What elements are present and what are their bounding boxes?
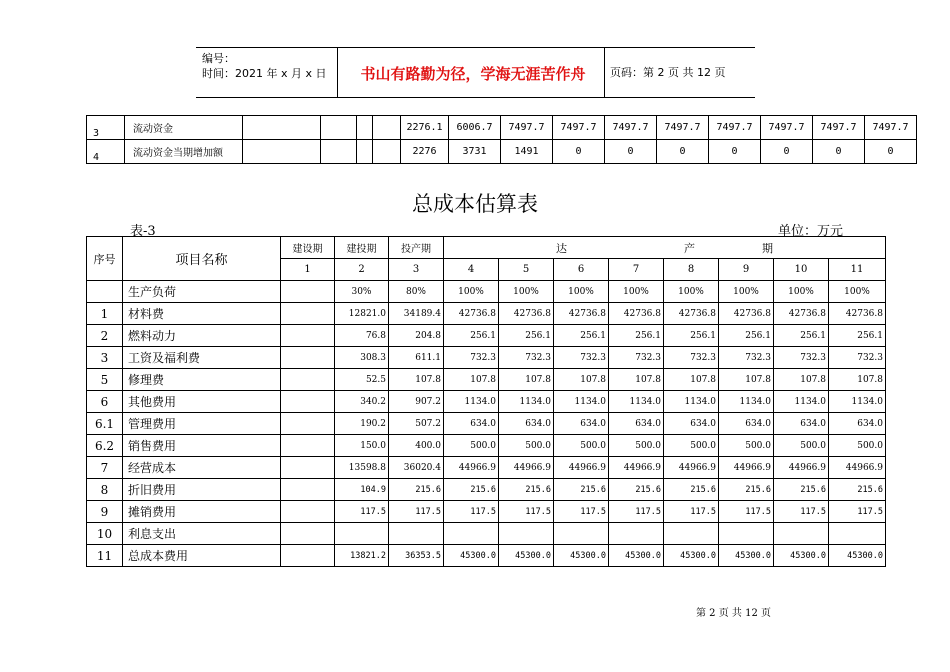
value-cell: 732.3 xyxy=(444,347,499,369)
value-cell: 44966.9 xyxy=(774,457,829,479)
table-row xyxy=(87,413,886,435)
value-cell: 107.8 xyxy=(664,369,719,391)
value-cell: 215.6 xyxy=(444,479,499,501)
table-row xyxy=(87,523,886,545)
value-cell xyxy=(281,347,335,369)
value-cell xyxy=(719,523,774,545)
value-cell: 45300.0 xyxy=(664,545,719,567)
value-cell: 7497.7 xyxy=(501,116,553,140)
value-cell: 0 xyxy=(813,140,865,164)
value-cell: 44966.9 xyxy=(829,457,886,479)
page-footer: 第 2 页 共 12 页 xyxy=(696,608,771,619)
value-cell: 215.6 xyxy=(774,479,829,501)
value-cell: 732.3 xyxy=(554,347,609,369)
value-cell: 634.0 xyxy=(829,413,886,435)
value-cell: 215.6 xyxy=(664,479,719,501)
value-cell: 42736.8 xyxy=(609,303,664,325)
value-cell: 45300.0 xyxy=(444,545,499,567)
value-cell xyxy=(281,303,335,325)
row-name: 流动资金 xyxy=(125,116,243,140)
value-cell: 42736.8 xyxy=(554,303,609,325)
value-cell: 256.1 xyxy=(499,325,554,347)
row-seq: 1 xyxy=(87,303,123,325)
value-cell: 117.5 xyxy=(829,501,886,523)
value-cell: 34189.4 xyxy=(389,303,444,325)
row-name: 工资及福利费 xyxy=(123,347,281,369)
value-cell: 52.5 xyxy=(335,369,389,391)
year-header: 4 xyxy=(444,259,499,281)
value-cell xyxy=(335,523,389,545)
value-cell: 42736.8 xyxy=(444,303,499,325)
table-row xyxy=(87,369,886,391)
table-row xyxy=(87,325,886,347)
value-cell: 7497.7 xyxy=(813,116,865,140)
table-row xyxy=(87,116,917,140)
header-page-label: 页码：第 2 页 共 12 页 xyxy=(610,66,726,79)
value-cell: 100% xyxy=(664,281,719,303)
value-cell: 500.0 xyxy=(829,435,886,457)
value-cell: 107.8 xyxy=(554,369,609,391)
value-cell: 500.0 xyxy=(444,435,499,457)
empty-cell xyxy=(243,140,321,164)
value-cell: 107.8 xyxy=(774,369,829,391)
value-cell: 7497.7 xyxy=(553,116,605,140)
value-cell: 42736.8 xyxy=(829,303,886,325)
value-cell: 507.2 xyxy=(389,413,444,435)
value-cell xyxy=(281,523,335,545)
year-header: 2 xyxy=(335,259,389,281)
value-cell: 7497.7 xyxy=(709,116,761,140)
unit-label: 单位：万元 xyxy=(778,224,844,239)
value-cell: 117.5 xyxy=(664,501,719,523)
empty-cell xyxy=(373,116,401,140)
value-cell: 6006.7 xyxy=(449,116,501,140)
value-cell: 1134.0 xyxy=(499,391,554,413)
value-cell: 36353.5 xyxy=(389,545,444,567)
value-cell: 340.2 xyxy=(335,391,389,413)
value-cell: 30% xyxy=(335,281,389,303)
empty-cell xyxy=(321,140,357,164)
value-cell: 634.0 xyxy=(499,413,554,435)
value-cell: 100% xyxy=(719,281,774,303)
header-divider xyxy=(604,48,605,97)
value-cell: 107.8 xyxy=(444,369,499,391)
year-header: 9 xyxy=(719,259,774,281)
value-cell: 100% xyxy=(774,281,829,303)
value-cell: 44966.9 xyxy=(609,457,664,479)
value-cell: 0 xyxy=(657,140,709,164)
value-cell: 100% xyxy=(829,281,886,303)
value-cell xyxy=(554,523,609,545)
header-seq: 序号 xyxy=(87,237,123,281)
value-cell: 107.8 xyxy=(829,369,886,391)
row-name: 燃料动力 xyxy=(123,325,281,347)
value-cell: 45300.0 xyxy=(609,545,664,567)
value-cell: 13598.8 xyxy=(335,457,389,479)
table-row xyxy=(87,479,886,501)
value-cell: 42736.8 xyxy=(499,303,554,325)
value-cell: 44966.9 xyxy=(499,457,554,479)
header-reach-1: 达 xyxy=(556,241,567,255)
value-cell: 256.1 xyxy=(444,325,499,347)
value-cell: 256.1 xyxy=(664,325,719,347)
value-cell: 117.5 xyxy=(774,501,829,523)
year-header: 10 xyxy=(774,259,829,281)
value-cell: 44966.9 xyxy=(444,457,499,479)
value-cell: 634.0 xyxy=(609,413,664,435)
value-cell: 13821.2 xyxy=(335,545,389,567)
value-cell: 42736.8 xyxy=(664,303,719,325)
year-header: 7 xyxy=(609,259,664,281)
value-cell: 500.0 xyxy=(774,435,829,457)
value-cell: 308.3 xyxy=(335,347,389,369)
header-investment: 建投期 xyxy=(335,237,389,259)
value-cell xyxy=(281,501,335,523)
value-cell: 104.9 xyxy=(335,479,389,501)
row-seq: 8 xyxy=(87,479,123,501)
empty-cell xyxy=(357,116,373,140)
year-header: 1 xyxy=(281,259,335,281)
value-cell: 256.1 xyxy=(829,325,886,347)
table-row xyxy=(87,391,886,413)
row-seq: 3 xyxy=(87,347,123,369)
value-cell: 7497.7 xyxy=(605,116,657,140)
table-number: 表-3 xyxy=(130,224,156,239)
value-cell: 400.0 xyxy=(389,435,444,457)
value-cell: 42736.8 xyxy=(719,303,774,325)
value-cell: 36020.4 xyxy=(389,457,444,479)
value-cell xyxy=(774,523,829,545)
value-cell: 1134.0 xyxy=(554,391,609,413)
value-cell: 1134.0 xyxy=(774,391,829,413)
value-cell: 256.1 xyxy=(774,325,829,347)
value-cell xyxy=(664,523,719,545)
table-row xyxy=(87,281,886,303)
row-seq: 6 xyxy=(87,391,123,413)
row-index: 4 xyxy=(87,140,125,164)
value-cell: 634.0 xyxy=(719,413,774,435)
value-cell: 107.8 xyxy=(719,369,774,391)
year-header: 3 xyxy=(389,259,444,281)
value-cell: 732.3 xyxy=(719,347,774,369)
row-seq: 6.2 xyxy=(87,435,123,457)
value-cell: 256.1 xyxy=(554,325,609,347)
value-cell: 150.0 xyxy=(335,435,389,457)
value-cell: 215.6 xyxy=(609,479,664,501)
value-cell: 732.3 xyxy=(499,347,554,369)
value-cell: 732.3 xyxy=(829,347,886,369)
row-index: 3 xyxy=(87,116,125,140)
row-seq: 9 xyxy=(87,501,123,523)
value-cell: 215.6 xyxy=(499,479,554,501)
header-construction: 建设期 xyxy=(281,237,335,259)
value-cell xyxy=(281,369,335,391)
value-cell xyxy=(499,523,554,545)
table-row xyxy=(87,501,886,523)
value-cell: 256.1 xyxy=(609,325,664,347)
value-cell: 634.0 xyxy=(444,413,499,435)
value-cell xyxy=(281,281,335,303)
document-time-label: 时间：2021 年 x 月 x 日 xyxy=(202,67,327,80)
year-header: 6 xyxy=(554,259,609,281)
value-cell: 500.0 xyxy=(719,435,774,457)
header-name: 项目名称 xyxy=(123,237,281,281)
year-header: 5 xyxy=(499,259,554,281)
value-cell: 1134.0 xyxy=(829,391,886,413)
value-cell xyxy=(281,479,335,501)
row-seq: 10 xyxy=(87,523,123,545)
value-cell: 117.5 xyxy=(499,501,554,523)
value-cell: 0 xyxy=(605,140,657,164)
header-production: 投产期 xyxy=(389,237,444,259)
value-cell: 107.8 xyxy=(609,369,664,391)
value-cell: 500.0 xyxy=(609,435,664,457)
table-row xyxy=(87,140,917,164)
value-cell: 634.0 xyxy=(664,413,719,435)
value-cell xyxy=(281,325,335,347)
year-header: 11 xyxy=(829,259,886,281)
value-cell: 0 xyxy=(865,140,917,164)
value-cell xyxy=(281,545,335,567)
value-cell: 100% xyxy=(499,281,554,303)
table-row xyxy=(87,435,886,457)
value-cell: 190.2 xyxy=(335,413,389,435)
row-seq: 6.1 xyxy=(87,413,123,435)
row-name: 生产负荷 xyxy=(123,281,281,303)
document-number-label: 编号： xyxy=(202,52,235,65)
header-divider xyxy=(337,48,338,97)
value-cell: 117.5 xyxy=(719,501,774,523)
value-cell xyxy=(281,391,335,413)
total-cost-table xyxy=(86,236,886,567)
value-cell: 0 xyxy=(761,140,813,164)
value-cell: 634.0 xyxy=(554,413,609,435)
value-cell: 907.2 xyxy=(389,391,444,413)
row-seq: 7 xyxy=(87,457,123,479)
table-row xyxy=(87,347,886,369)
header-reach-period xyxy=(444,237,886,259)
row-name: 修理费 xyxy=(123,369,281,391)
value-cell: 45300.0 xyxy=(829,545,886,567)
value-cell: 2276.1 xyxy=(401,116,449,140)
value-cell: 500.0 xyxy=(499,435,554,457)
value-cell: 45300.0 xyxy=(499,545,554,567)
empty-cell xyxy=(321,116,357,140)
value-cell xyxy=(389,523,444,545)
table-row xyxy=(87,457,886,479)
value-cell: 44966.9 xyxy=(719,457,774,479)
header-motto: 书山有路勤为径，学海无涯苦作舟 xyxy=(360,65,586,83)
value-cell: 117.5 xyxy=(335,501,389,523)
value-cell xyxy=(281,435,335,457)
row-seq: 5 xyxy=(87,369,123,391)
value-cell xyxy=(829,523,886,545)
value-cell: 732.3 xyxy=(664,347,719,369)
empty-cell xyxy=(373,140,401,164)
value-cell: 12821.0 xyxy=(335,303,389,325)
row-name: 摊销费用 xyxy=(123,501,281,523)
value-cell: 215.6 xyxy=(554,479,609,501)
empty-cell xyxy=(357,140,373,164)
year-header: 8 xyxy=(664,259,719,281)
row-name: 销售费用 xyxy=(123,435,281,457)
header-reach-2: 产 xyxy=(684,241,695,255)
row-name: 经营成本 xyxy=(123,457,281,479)
value-cell: 45300.0 xyxy=(554,545,609,567)
table-row xyxy=(87,545,886,567)
row-seq: 11 xyxy=(87,545,123,567)
row-name: 材料费 xyxy=(123,303,281,325)
value-cell: 117.5 xyxy=(554,501,609,523)
row-name: 管理费用 xyxy=(123,413,281,435)
value-cell: 256.1 xyxy=(719,325,774,347)
value-cell: 500.0 xyxy=(554,435,609,457)
header-info xyxy=(202,51,327,81)
row-name: 流动资金当期增加额 xyxy=(125,140,243,164)
value-cell: 7497.7 xyxy=(657,116,709,140)
value-cell: 3731 xyxy=(449,140,501,164)
value-cell: 42736.8 xyxy=(774,303,829,325)
value-cell: 7497.7 xyxy=(865,116,917,140)
value-cell: 634.0 xyxy=(774,413,829,435)
row-name: 总成本费用 xyxy=(123,545,281,567)
value-cell xyxy=(444,523,499,545)
value-cell: 1491 xyxy=(501,140,553,164)
page-title: 总成本估算表 xyxy=(412,192,538,216)
value-cell: 215.6 xyxy=(829,479,886,501)
value-cell: 100% xyxy=(554,281,609,303)
value-cell xyxy=(281,457,335,479)
row-seq xyxy=(87,281,123,303)
value-cell: 215.6 xyxy=(389,479,444,501)
row-name: 其他费用 xyxy=(123,391,281,413)
value-cell: 107.8 xyxy=(499,369,554,391)
value-cell: 611.1 xyxy=(389,347,444,369)
value-cell xyxy=(281,413,335,435)
value-cell: 1134.0 xyxy=(664,391,719,413)
header-reach-3: 期 xyxy=(762,241,773,255)
value-cell: 1134.0 xyxy=(444,391,499,413)
value-cell: 45300.0 xyxy=(774,545,829,567)
value-cell: 45300.0 xyxy=(719,545,774,567)
value-cell: 107.8 xyxy=(389,369,444,391)
value-cell: 80% xyxy=(389,281,444,303)
value-cell: 117.5 xyxy=(444,501,499,523)
value-cell: 204.8 xyxy=(389,325,444,347)
empty-cell xyxy=(243,116,321,140)
value-cell: 100% xyxy=(444,281,499,303)
row-name: 利息支出 xyxy=(123,523,281,545)
value-cell: 100% xyxy=(609,281,664,303)
working-capital-table xyxy=(86,115,917,164)
value-cell: 44966.9 xyxy=(664,457,719,479)
value-cell: 1134.0 xyxy=(609,391,664,413)
value-cell: 7497.7 xyxy=(761,116,813,140)
value-cell: 117.5 xyxy=(389,501,444,523)
row-name: 折旧费用 xyxy=(123,479,281,501)
table-row xyxy=(87,303,886,325)
value-cell: 117.5 xyxy=(609,501,664,523)
value-cell: 2276 xyxy=(401,140,449,164)
document-header xyxy=(196,47,755,98)
value-cell xyxy=(609,523,664,545)
value-cell: 0 xyxy=(553,140,605,164)
value-cell: 0 xyxy=(709,140,761,164)
value-cell: 1134.0 xyxy=(719,391,774,413)
value-cell: 500.0 xyxy=(664,435,719,457)
value-cell: 732.3 xyxy=(774,347,829,369)
value-cell: 44966.9 xyxy=(554,457,609,479)
value-cell: 215.6 xyxy=(719,479,774,501)
value-cell: 76.8 xyxy=(335,325,389,347)
value-cell: 732.3 xyxy=(609,347,664,369)
row-seq: 2 xyxy=(87,325,123,347)
